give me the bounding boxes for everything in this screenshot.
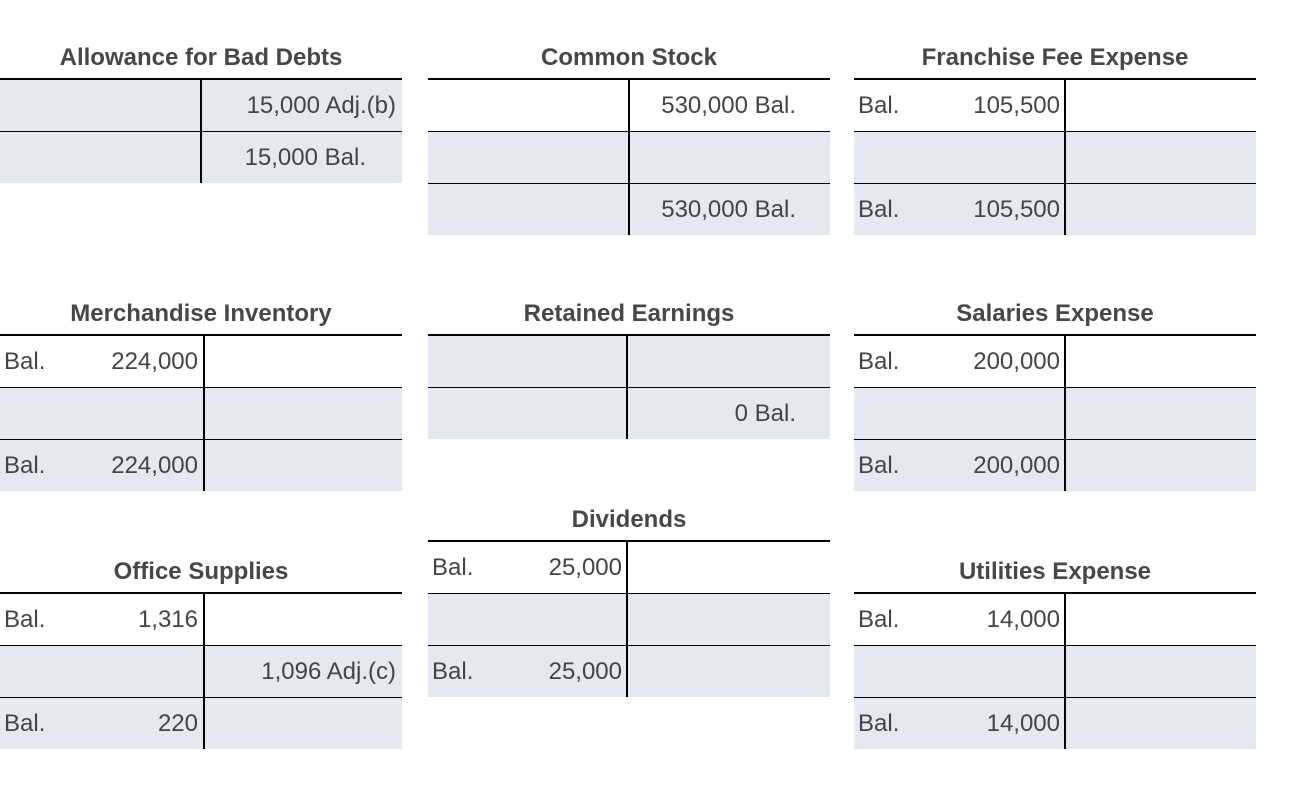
t-account-allowance-for-bad-debts [0,30,402,183]
t-account-row [0,440,402,491]
debit-amount: 25,000 [548,554,622,581]
t-divider [203,336,205,387]
debit-label: Bal. [4,452,46,479]
t-divider [628,132,630,183]
t-account-franchise-fee-expense [854,30,1256,235]
t-divider [626,594,628,645]
debit-label: Bal. [432,658,474,685]
account-title: Retained Earnings [428,286,830,336]
debit-label: Bal. [858,196,900,223]
account-title: Salaries Expense [854,286,1256,336]
t-divider [203,646,205,697]
debit-label: Bal. [4,606,46,633]
t-divider [626,388,628,439]
t-divider [1064,80,1066,131]
t-divider [1064,698,1066,749]
t-divider [1064,132,1066,183]
t-divider [626,542,628,593]
t-divider [203,698,205,749]
debit-label: Bal. [858,348,900,375]
t-account-row [854,388,1256,440]
t-account-office-supplies [0,544,402,749]
t-account-merchandise-inventory [0,286,402,491]
t-account-utilities-expense [854,544,1256,749]
debit-label: Bal. [4,710,46,737]
debit-label: Bal. [432,554,474,581]
credit-entry: 530,000 Bal. [661,92,796,119]
t-divider [1064,336,1066,387]
t-divider [200,132,202,183]
account-title: Allowance for Bad Debts [0,30,402,80]
debit-amount: 224,000 [111,452,198,479]
t-account-row [428,542,830,594]
credit-entry: 15,000 Adj.(b) [246,92,396,119]
t-account-row [0,698,402,749]
t-divider [203,594,205,645]
t-divider [1064,594,1066,645]
t-divider [203,440,205,491]
t-divider [626,336,628,387]
t-divider [1064,646,1066,697]
t-account-row [854,594,1256,646]
debit-amount: 105,500 [973,92,1060,119]
account-title: Merchandise Inventory [0,286,402,336]
debit-amount: 105,500 [973,196,1060,223]
t-account-row [854,336,1256,388]
t-divider [1064,388,1066,439]
t-account-common-stock [428,30,830,235]
t-divider [626,646,628,697]
t-account-row [428,594,830,646]
account-title: Dividends [428,492,830,542]
t-account-row [854,440,1256,491]
t-account-row [854,646,1256,698]
t-account-row [428,336,830,388]
debit-label: Bal. [858,452,900,479]
credit-entry: 530,000 Bal. [661,196,796,223]
t-account-row [854,80,1256,132]
debit-amount: 224,000 [111,348,198,375]
debit-amount: 1,316 [137,606,198,633]
t-account-row [428,132,830,184]
t-divider [628,80,630,131]
t-divider [628,184,630,235]
t-account-retained-earnings [428,286,830,439]
debit-label: Bal. [858,606,900,633]
t-account-row [0,80,402,132]
debit-amount: 14,000 [986,710,1060,737]
debit-label: Bal. [858,710,900,737]
t-account-row [0,388,402,440]
debit-amount: 25,000 [548,658,622,685]
debit-amount: 14,000 [986,606,1060,633]
t-account-dividends [428,492,830,697]
debit-label: Bal. [858,92,900,119]
t-account-row [428,388,830,439]
debit-amount: 200,000 [973,348,1060,375]
t-account-row [0,336,402,388]
t-account-row [854,698,1256,749]
debit-amount: 220 [157,710,198,737]
debit-amount: 200,000 [973,452,1060,479]
t-account-row [0,594,402,646]
t-account-row [428,184,830,235]
account-title: Utilities Expense [854,544,1256,594]
t-account-row [854,184,1256,235]
account-title: Office Supplies [0,544,402,594]
t-divider [1064,440,1066,491]
t-account-row [428,80,830,132]
t-account-row [854,132,1256,184]
debit-label: Bal. [4,348,46,375]
account-title: Franchise Fee Expense [854,30,1256,80]
account-title: Common Stock [428,30,830,80]
t-account-salaries-expense [854,286,1256,491]
t-divider [200,80,202,131]
t-account-row [0,132,402,183]
t-account-row [0,646,402,698]
credit-entry: 0 Bal. [734,400,796,427]
credit-entry: 1,096 Adj.(c) [261,658,396,685]
t-account-row [428,646,830,697]
t-divider [203,388,205,439]
credit-entry: 15,000 Bal. [244,144,366,171]
t-divider [1064,184,1066,235]
